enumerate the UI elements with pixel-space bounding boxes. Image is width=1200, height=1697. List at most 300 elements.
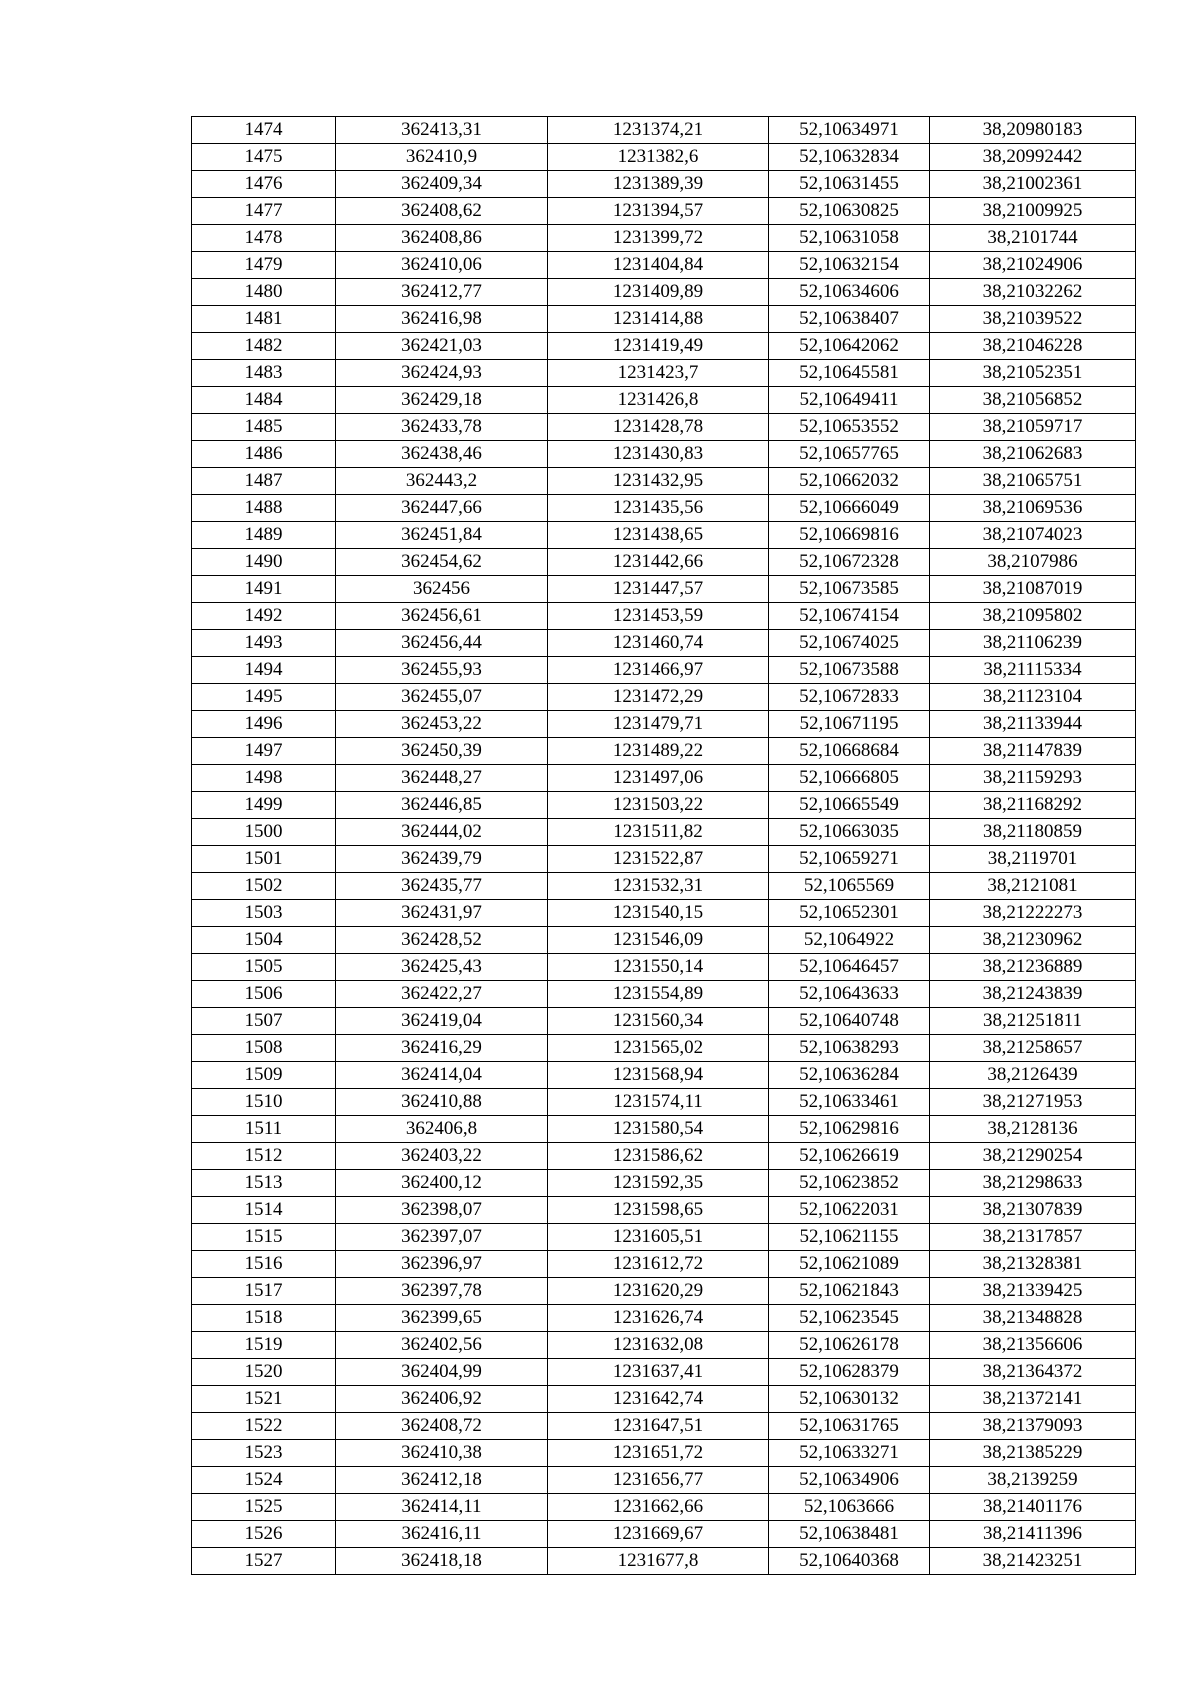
longitude-cell: 38,20992442 <box>930 144 1136 171</box>
table-row <box>192 738 1136 765</box>
longitude-cell: 38,21052351 <box>930 360 1136 387</box>
longitude-cell: 38,21307839 <box>930 1197 1136 1224</box>
y-coordinate-cell: 1231592,35 <box>548 1170 769 1197</box>
longitude-cell: 38,21115334 <box>930 657 1136 684</box>
latitude-cell: 52,10668684 <box>769 738 930 765</box>
table-row <box>192 630 1136 657</box>
latitude-cell: 52,10633461 <box>769 1089 930 1116</box>
longitude-cell: 38,21065751 <box>930 468 1136 495</box>
y-coordinate-cell: 1231546,09 <box>548 927 769 954</box>
y-coordinate-cell: 1231489,22 <box>548 738 769 765</box>
y-coordinate-cell: 1231453,59 <box>548 603 769 630</box>
table-row <box>192 549 1136 576</box>
point-number-cell: 1481 <box>192 306 336 333</box>
longitude-cell: 38,21168292 <box>930 792 1136 819</box>
table-row <box>192 360 1136 387</box>
longitude-cell: 38,21106239 <box>930 630 1136 657</box>
longitude-cell: 38,2139259 <box>930 1467 1136 1494</box>
x-coordinate-cell: 362412,18 <box>336 1467 548 1494</box>
latitude-cell: 52,10674154 <box>769 603 930 630</box>
latitude-cell: 52,10634606 <box>769 279 930 306</box>
latitude-cell: 52,10672833 <box>769 684 930 711</box>
y-coordinate-cell: 1231612,72 <box>548 1251 769 1278</box>
latitude-cell: 52,10621089 <box>769 1251 930 1278</box>
x-coordinate-cell: 362397,78 <box>336 1278 548 1305</box>
latitude-cell: 52,10657765 <box>769 441 930 468</box>
y-coordinate-cell: 1231374,21 <box>548 117 769 144</box>
latitude-cell: 52,10653552 <box>769 414 930 441</box>
x-coordinate-cell: 362448,27 <box>336 765 548 792</box>
y-coordinate-cell: 1231423,7 <box>548 360 769 387</box>
latitude-cell: 52,10640748 <box>769 1008 930 1035</box>
longitude-cell: 38,21095802 <box>930 603 1136 630</box>
point-number-cell: 1505 <box>192 954 336 981</box>
table-row <box>192 765 1136 792</box>
table-row <box>192 1413 1136 1440</box>
x-coordinate-cell: 362422,27 <box>336 981 548 1008</box>
x-coordinate-cell: 362431,97 <box>336 900 548 927</box>
longitude-cell: 38,21059717 <box>930 414 1136 441</box>
table-row <box>192 225 1136 252</box>
latitude-cell: 52,10633271 <box>769 1440 930 1467</box>
point-number-cell: 1513 <box>192 1170 336 1197</box>
longitude-cell: 38,21339425 <box>930 1278 1136 1305</box>
point-number-cell: 1518 <box>192 1305 336 1332</box>
longitude-cell: 38,2119701 <box>930 846 1136 873</box>
x-coordinate-cell: 362410,06 <box>336 252 548 279</box>
point-number-cell: 1509 <box>192 1062 336 1089</box>
coordinates-table <box>191 116 1136 1575</box>
point-number-cell: 1493 <box>192 630 336 657</box>
x-coordinate-cell: 362400,12 <box>336 1170 548 1197</box>
longitude-cell: 38,21271953 <box>930 1089 1136 1116</box>
latitude-cell: 52,1064922 <box>769 927 930 954</box>
longitude-cell: 38,21364372 <box>930 1359 1136 1386</box>
point-number-cell: 1488 <box>192 495 336 522</box>
table-row <box>192 603 1136 630</box>
point-number-cell: 1517 <box>192 1278 336 1305</box>
x-coordinate-cell: 362439,79 <box>336 846 548 873</box>
y-coordinate-cell: 1231632,08 <box>548 1332 769 1359</box>
y-coordinate-cell: 1231442,66 <box>548 549 769 576</box>
longitude-cell: 38,21423251 <box>930 1548 1136 1575</box>
table-row <box>192 684 1136 711</box>
y-coordinate-cell: 1231430,83 <box>548 441 769 468</box>
latitude-cell: 52,10636284 <box>769 1062 930 1089</box>
point-number-cell: 1490 <box>192 549 336 576</box>
latitude-cell: 52,10671195 <box>769 711 930 738</box>
latitude-cell: 52,10666805 <box>769 765 930 792</box>
latitude-cell: 52,10621155 <box>769 1224 930 1251</box>
latitude-cell: 52,1065569 <box>769 873 930 900</box>
latitude-cell: 52,10622031 <box>769 1197 930 1224</box>
point-number-cell: 1492 <box>192 603 336 630</box>
table-row <box>192 1089 1136 1116</box>
latitude-cell: 52,10649411 <box>769 387 930 414</box>
y-coordinate-cell: 1231662,66 <box>548 1494 769 1521</box>
x-coordinate-cell: 362421,03 <box>336 333 548 360</box>
table-row <box>192 306 1136 333</box>
x-coordinate-cell: 362424,93 <box>336 360 548 387</box>
latitude-cell: 52,10631765 <box>769 1413 930 1440</box>
table-row <box>192 873 1136 900</box>
point-number-cell: 1510 <box>192 1089 336 1116</box>
longitude-cell: 38,21180859 <box>930 819 1136 846</box>
table-row <box>192 900 1136 927</box>
y-coordinate-cell: 1231404,84 <box>548 252 769 279</box>
point-number-cell: 1496 <box>192 711 336 738</box>
x-coordinate-cell: 362455,07 <box>336 684 548 711</box>
x-coordinate-cell: 362443,2 <box>336 468 548 495</box>
latitude-cell: 52,10663035 <box>769 819 930 846</box>
point-number-cell: 1511 <box>192 1116 336 1143</box>
y-coordinate-cell: 1231647,51 <box>548 1413 769 1440</box>
point-number-cell: 1479 <box>192 252 336 279</box>
y-coordinate-cell: 1231382,6 <box>548 144 769 171</box>
table-row <box>192 1521 1136 1548</box>
point-number-cell: 1483 <box>192 360 336 387</box>
table-row <box>192 1035 1136 1062</box>
table-row <box>192 1143 1136 1170</box>
longitude-cell: 38,21159293 <box>930 765 1136 792</box>
y-coordinate-cell: 1231620,29 <box>548 1278 769 1305</box>
table-row <box>192 927 1136 954</box>
x-coordinate-cell: 362433,78 <box>336 414 548 441</box>
latitude-cell: 52,10640368 <box>769 1548 930 1575</box>
table-row <box>192 1305 1136 1332</box>
table-row <box>192 495 1136 522</box>
table-row <box>192 468 1136 495</box>
longitude-cell: 38,21317857 <box>930 1224 1136 1251</box>
y-coordinate-cell: 1231532,31 <box>548 873 769 900</box>
latitude-cell: 52,10643633 <box>769 981 930 1008</box>
x-coordinate-cell: 362403,22 <box>336 1143 548 1170</box>
longitude-cell: 38,21379093 <box>930 1413 1136 1440</box>
y-coordinate-cell: 1231438,65 <box>548 522 769 549</box>
y-coordinate-cell: 1231394,57 <box>548 198 769 225</box>
longitude-cell: 38,2128136 <box>930 1116 1136 1143</box>
x-coordinate-cell: 362414,11 <box>336 1494 548 1521</box>
point-number-cell: 1502 <box>192 873 336 900</box>
y-coordinate-cell: 1231568,94 <box>548 1062 769 1089</box>
table-row <box>192 1386 1136 1413</box>
table-row <box>192 657 1136 684</box>
y-coordinate-cell: 1231637,41 <box>548 1359 769 1386</box>
y-coordinate-cell: 1231598,65 <box>548 1197 769 1224</box>
point-number-cell: 1478 <box>192 225 336 252</box>
longitude-cell: 38,21147839 <box>930 738 1136 765</box>
point-number-cell: 1475 <box>192 144 336 171</box>
y-coordinate-cell: 1231432,95 <box>548 468 769 495</box>
table-row <box>192 1116 1136 1143</box>
longitude-cell: 38,21123104 <box>930 684 1136 711</box>
point-number-cell: 1474 <box>192 117 336 144</box>
point-number-cell: 1477 <box>192 198 336 225</box>
point-number-cell: 1521 <box>192 1386 336 1413</box>
y-coordinate-cell: 1231522,87 <box>548 846 769 873</box>
table-row <box>192 792 1136 819</box>
x-coordinate-cell: 362414,04 <box>336 1062 548 1089</box>
x-coordinate-cell: 362456,61 <box>336 603 548 630</box>
point-number-cell: 1512 <box>192 1143 336 1170</box>
x-coordinate-cell: 362406,92 <box>336 1386 548 1413</box>
longitude-cell: 38,21251811 <box>930 1008 1136 1035</box>
x-coordinate-cell: 362398,07 <box>336 1197 548 1224</box>
table-row <box>192 144 1136 171</box>
latitude-cell: 52,10638293 <box>769 1035 930 1062</box>
longitude-cell: 38,21230962 <box>930 927 1136 954</box>
x-coordinate-cell: 362444,02 <box>336 819 548 846</box>
point-number-cell: 1514 <box>192 1197 336 1224</box>
latitude-cell: 52,10662032 <box>769 468 930 495</box>
latitude-cell: 52,10626178 <box>769 1332 930 1359</box>
point-number-cell: 1487 <box>192 468 336 495</box>
y-coordinate-cell: 1231560,34 <box>548 1008 769 1035</box>
y-coordinate-cell: 1231466,97 <box>548 657 769 684</box>
latitude-cell: 52,10631455 <box>769 171 930 198</box>
y-coordinate-cell: 1231460,74 <box>548 630 769 657</box>
point-number-cell: 1482 <box>192 333 336 360</box>
longitude-cell: 38,2101744 <box>930 225 1136 252</box>
latitude-cell: 52,10673588 <box>769 657 930 684</box>
longitude-cell: 38,21372141 <box>930 1386 1136 1413</box>
x-coordinate-cell: 362428,52 <box>336 927 548 954</box>
latitude-cell: 52,10669816 <box>769 522 930 549</box>
x-coordinate-cell: 362408,62 <box>336 198 548 225</box>
table-row <box>192 279 1136 306</box>
table-row <box>192 1548 1136 1575</box>
x-coordinate-cell: 362406,8 <box>336 1116 548 1143</box>
latitude-cell: 52,1063666 <box>769 1494 930 1521</box>
y-coordinate-cell: 1231642,74 <box>548 1386 769 1413</box>
point-number-cell: 1489 <box>192 522 336 549</box>
x-coordinate-cell: 362416,98 <box>336 306 548 333</box>
point-number-cell: 1508 <box>192 1035 336 1062</box>
longitude-cell: 38,21222273 <box>930 900 1136 927</box>
point-number-cell: 1525 <box>192 1494 336 1521</box>
x-coordinate-cell: 362450,39 <box>336 738 548 765</box>
longitude-cell: 38,2121081 <box>930 873 1136 900</box>
x-coordinate-cell: 362419,04 <box>336 1008 548 1035</box>
latitude-cell: 52,10659271 <box>769 846 930 873</box>
longitude-cell: 38,21133944 <box>930 711 1136 738</box>
y-coordinate-cell: 1231497,06 <box>548 765 769 792</box>
x-coordinate-cell: 362456 <box>336 576 548 603</box>
x-coordinate-cell: 362412,77 <box>336 279 548 306</box>
x-coordinate-cell: 362416,11 <box>336 1521 548 1548</box>
longitude-cell: 38,20980183 <box>930 117 1136 144</box>
longitude-cell: 38,21385229 <box>930 1440 1136 1467</box>
longitude-cell: 38,21236889 <box>930 954 1136 981</box>
x-coordinate-cell: 362456,44 <box>336 630 548 657</box>
latitude-cell: 52,10626619 <box>769 1143 930 1170</box>
longitude-cell: 38,21062683 <box>930 441 1136 468</box>
point-number-cell: 1507 <box>192 1008 336 1035</box>
y-coordinate-cell: 1231605,51 <box>548 1224 769 1251</box>
longitude-cell: 38,21356606 <box>930 1332 1136 1359</box>
y-coordinate-cell: 1231677,8 <box>548 1548 769 1575</box>
x-coordinate-cell: 362404,99 <box>336 1359 548 1386</box>
table-row <box>192 1440 1136 1467</box>
y-coordinate-cell: 1231554,89 <box>548 981 769 1008</box>
y-coordinate-cell: 1231399,72 <box>548 225 769 252</box>
table-row <box>192 441 1136 468</box>
y-coordinate-cell: 1231419,49 <box>548 333 769 360</box>
table-row <box>192 1359 1136 1386</box>
y-coordinate-cell: 1231409,89 <box>548 279 769 306</box>
longitude-cell: 38,21024906 <box>930 252 1136 279</box>
x-coordinate-cell: 362429,18 <box>336 387 548 414</box>
table-row <box>192 1224 1136 1251</box>
x-coordinate-cell: 362455,93 <box>336 657 548 684</box>
table-row <box>192 1008 1136 1035</box>
y-coordinate-cell: 1231428,78 <box>548 414 769 441</box>
latitude-cell: 52,10638481 <box>769 1521 930 1548</box>
latitude-cell: 52,10666049 <box>769 495 930 522</box>
latitude-cell: 52,10628379 <box>769 1359 930 1386</box>
latitude-cell: 52,10630825 <box>769 198 930 225</box>
point-number-cell: 1495 <box>192 684 336 711</box>
y-coordinate-cell: 1231550,14 <box>548 954 769 981</box>
x-coordinate-cell: 362408,72 <box>336 1413 548 1440</box>
table-row <box>192 1332 1136 1359</box>
table-row <box>192 1467 1136 1494</box>
point-number-cell: 1498 <box>192 765 336 792</box>
table-row <box>192 333 1136 360</box>
point-number-cell: 1506 <box>192 981 336 1008</box>
table-row <box>192 954 1136 981</box>
y-coordinate-cell: 1231656,77 <box>548 1467 769 1494</box>
table-row <box>192 846 1136 873</box>
latitude-cell: 52,10632154 <box>769 252 930 279</box>
y-coordinate-cell: 1231479,71 <box>548 711 769 738</box>
point-number-cell: 1504 <box>192 927 336 954</box>
point-number-cell: 1523 <box>192 1440 336 1467</box>
x-coordinate-cell: 362410,9 <box>336 144 548 171</box>
x-coordinate-cell: 362396,97 <box>336 1251 548 1278</box>
longitude-cell: 38,21056852 <box>930 387 1136 414</box>
point-number-cell: 1527 <box>192 1548 336 1575</box>
x-coordinate-cell: 362410,88 <box>336 1089 548 1116</box>
point-number-cell: 1524 <box>192 1467 336 1494</box>
point-number-cell: 1491 <box>192 576 336 603</box>
longitude-cell: 38,21039522 <box>930 306 1136 333</box>
longitude-cell: 38,21046228 <box>930 333 1136 360</box>
table-row <box>192 198 1136 225</box>
point-number-cell: 1516 <box>192 1251 336 1278</box>
longitude-cell: 38,21411396 <box>930 1521 1136 1548</box>
longitude-cell: 38,21258657 <box>930 1035 1136 1062</box>
table-row <box>192 252 1136 279</box>
y-coordinate-cell: 1231447,57 <box>548 576 769 603</box>
point-number-cell: 1480 <box>192 279 336 306</box>
point-number-cell: 1519 <box>192 1332 336 1359</box>
longitude-cell: 38,21348828 <box>930 1305 1136 1332</box>
y-coordinate-cell: 1231472,29 <box>548 684 769 711</box>
point-number-cell: 1500 <box>192 819 336 846</box>
latitude-cell: 52,10623852 <box>769 1170 930 1197</box>
point-number-cell: 1499 <box>192 792 336 819</box>
y-coordinate-cell: 1231580,54 <box>548 1116 769 1143</box>
x-coordinate-cell: 362435,77 <box>336 873 548 900</box>
longitude-cell: 38,21401176 <box>930 1494 1136 1521</box>
table-row <box>192 1170 1136 1197</box>
y-coordinate-cell: 1231565,02 <box>548 1035 769 1062</box>
point-number-cell: 1486 <box>192 441 336 468</box>
x-coordinate-cell: 362402,56 <box>336 1332 548 1359</box>
point-number-cell: 1522 <box>192 1413 336 1440</box>
x-coordinate-cell: 362413,31 <box>336 117 548 144</box>
longitude-cell: 38,21328381 <box>930 1251 1136 1278</box>
longitude-cell: 38,21074023 <box>930 522 1136 549</box>
table-row <box>192 1278 1136 1305</box>
table-row <box>192 1062 1136 1089</box>
longitude-cell: 38,21009925 <box>930 198 1136 225</box>
x-coordinate-cell: 362416,29 <box>336 1035 548 1062</box>
point-number-cell: 1476 <box>192 171 336 198</box>
table-row <box>192 1251 1136 1278</box>
y-coordinate-cell: 1231414,88 <box>548 306 769 333</box>
table-row <box>192 387 1136 414</box>
y-coordinate-cell: 1231651,72 <box>548 1440 769 1467</box>
latitude-cell: 52,10632834 <box>769 144 930 171</box>
x-coordinate-cell: 362408,86 <box>336 225 548 252</box>
latitude-cell: 52,10642062 <box>769 333 930 360</box>
latitude-cell: 52,10665549 <box>769 792 930 819</box>
x-coordinate-cell: 362425,43 <box>336 954 548 981</box>
table-row <box>192 522 1136 549</box>
longitude-cell: 38,21290254 <box>930 1143 1136 1170</box>
point-number-cell: 1484 <box>192 387 336 414</box>
longitude-cell: 38,2107986 <box>930 549 1136 576</box>
latitude-cell: 52,10634971 <box>769 117 930 144</box>
latitude-cell: 52,10652301 <box>769 900 930 927</box>
y-coordinate-cell: 1231540,15 <box>548 900 769 927</box>
latitude-cell: 52,10645581 <box>769 360 930 387</box>
table-row <box>192 171 1136 198</box>
y-coordinate-cell: 1231511,82 <box>548 819 769 846</box>
latitude-cell: 52,10634906 <box>769 1467 930 1494</box>
longitude-cell: 38,21002361 <box>930 171 1136 198</box>
point-number-cell: 1485 <box>192 414 336 441</box>
x-coordinate-cell: 362399,65 <box>336 1305 548 1332</box>
x-coordinate-cell: 362447,66 <box>336 495 548 522</box>
latitude-cell: 52,10674025 <box>769 630 930 657</box>
latitude-cell: 52,10630132 <box>769 1386 930 1413</box>
y-coordinate-cell: 1231574,11 <box>548 1089 769 1116</box>
latitude-cell: 52,10672328 <box>769 549 930 576</box>
longitude-cell: 38,21087019 <box>930 576 1136 603</box>
x-coordinate-cell: 362446,85 <box>336 792 548 819</box>
table-row <box>192 576 1136 603</box>
longitude-cell: 38,21032262 <box>930 279 1136 306</box>
y-coordinate-cell: 1231586,62 <box>548 1143 769 1170</box>
x-coordinate-cell: 362410,38 <box>336 1440 548 1467</box>
table-row <box>192 1494 1136 1521</box>
point-number-cell: 1501 <box>192 846 336 873</box>
x-coordinate-cell: 362418,18 <box>336 1548 548 1575</box>
latitude-cell: 52,10623545 <box>769 1305 930 1332</box>
longitude-cell: 38,21298633 <box>930 1170 1136 1197</box>
longitude-cell: 38,2126439 <box>930 1062 1136 1089</box>
longitude-cell: 38,21243839 <box>930 981 1136 1008</box>
x-coordinate-cell: 362397,07 <box>336 1224 548 1251</box>
x-coordinate-cell: 362438,46 <box>336 441 548 468</box>
y-coordinate-cell: 1231669,67 <box>548 1521 769 1548</box>
y-coordinate-cell: 1231435,56 <box>548 495 769 522</box>
x-coordinate-cell: 362453,22 <box>336 711 548 738</box>
table-row <box>192 711 1136 738</box>
